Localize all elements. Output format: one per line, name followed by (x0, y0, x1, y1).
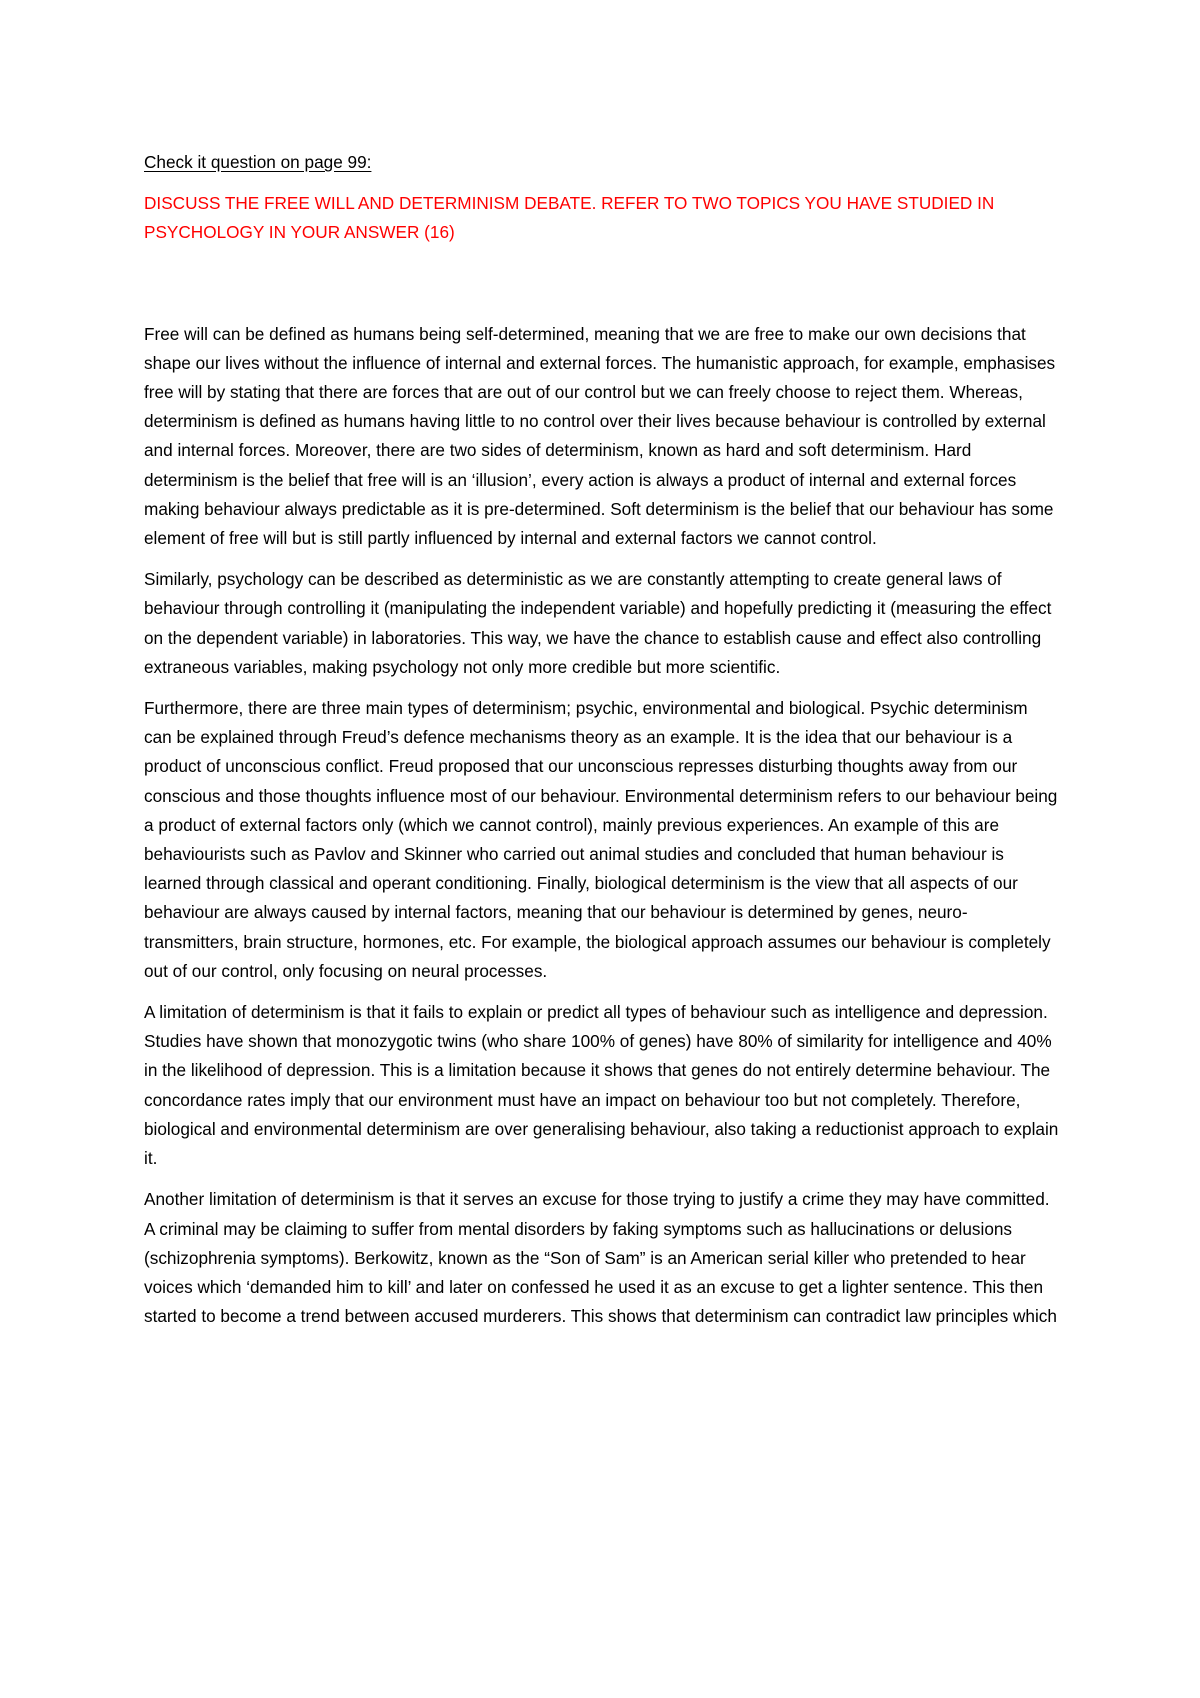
paragraph-limitation-explain-predict: A limitation of determinism is that it fails to explain or predict all types of behaviour such as intelligence and depression. Studies have shown that monozygotic twins (who share 100% of genes) have 80% of similarity for intelligence and 40% in the likelihood of depression. This is a limitation because it shows that genes do not entirely determine behaviour. The concordance rates imply that our environment must have an impact on behaviour too but not completely. Therefore, biological and environmental determinism are over generalising behaviour, also taking a reductionist approach to explain it. (144, 1002, 1059, 1169)
paragraph-psychology-deterministic: Similarly, psychology can be described as deterministic as we are constantly attempting to create general laws of behaviour through controlling it (manipulating the independent variable) and hopefully predicting it (measuring the effect on the dependent variable) in laboratories. This way, we have the chance to establish cause and effect also controlling extraneous variables, making psychology not only more credible but more scientific. (144, 569, 1052, 677)
exam-question: DISCUSS THE FREE WILL AND DETERMINISM DEBATE. REFER TO TWO TOPICS YOU HAVE STUDIED IN PSYCHOLOGY IN YOUR ANSWER (16) (144, 193, 995, 243)
paragraph-free-will-definition: Free will can be defined as humans being self-determined, meaning that we are free to make our own decisions that shape our lives without the influence of internal and external forces. The humanistic approach, for example, emphasises free will by stating that there are forces that are out of our control but we can freely choose to reject them. Whereas, determinism is defined as humans having little to no control over their lives because behaviour is controlled by external and internal forces. Moreover, there are two sides of determinism, known as hard and soft determinism. Hard determinism is the belief that free will is an ‘illusion’, every action is always a product of internal and external forces making behaviour always predictable as it is pre-determined. Soft determinism is the belief that our behaviour has some element of free will but is still partly influenced by internal and external factors we cannot control. (144, 323, 1056, 549)
paragraph-limitation-crime-excuse: Another limitation of determinism is that it serves an excuse for those trying to justify a crime they may have committed. A criminal may be claiming to suffer from mental disorders by faking symptoms such as hallucinations or delusions (schizophrenia symptoms). Berkowitz, known as the “Son of Sam” is an American serial killer who pretended to hear voices which ‘demanded him to kill’ and later on confessed he used it as an excuse to get a lighter sentence. This then started to become a trend between accused murderers. This shows that determinism can contradict law principles which (144, 1189, 1057, 1327)
page-heading: Check it question on page 99: (144, 152, 372, 172)
document-body (144, 148, 1059, 1331)
paragraph-types-of-determinism: Furthermore, there are three main types of determinism; psychic, environmental and biological. Psychic determinism can be explained through Freud’s defence mechanisms theory as an example. It is the idea that our behaviour is a product of unconscious conflict. Freud proposed that our unconscious represses disturbing thoughts away from our conscious and those thoughts influence most of our behaviour. Environmental determinism refers to our behaviour being a product of external factors only (which we cannot control), mainly previous experiences. An example of this are behaviourists such as Pavlov and Skinner who carried out animal studies and concluded that human behaviour is learned through classical and operant conditioning. Finally, biological determinism is the view that all aspects of our behaviour are always caused by internal factors, meaning that our behaviour is determined by genes, neuro-transmitters, brain structure, hormones, etc. For example, the biological approach assumes our behaviour is completely out of our control, only focusing on neural processes. (144, 698, 1058, 981)
